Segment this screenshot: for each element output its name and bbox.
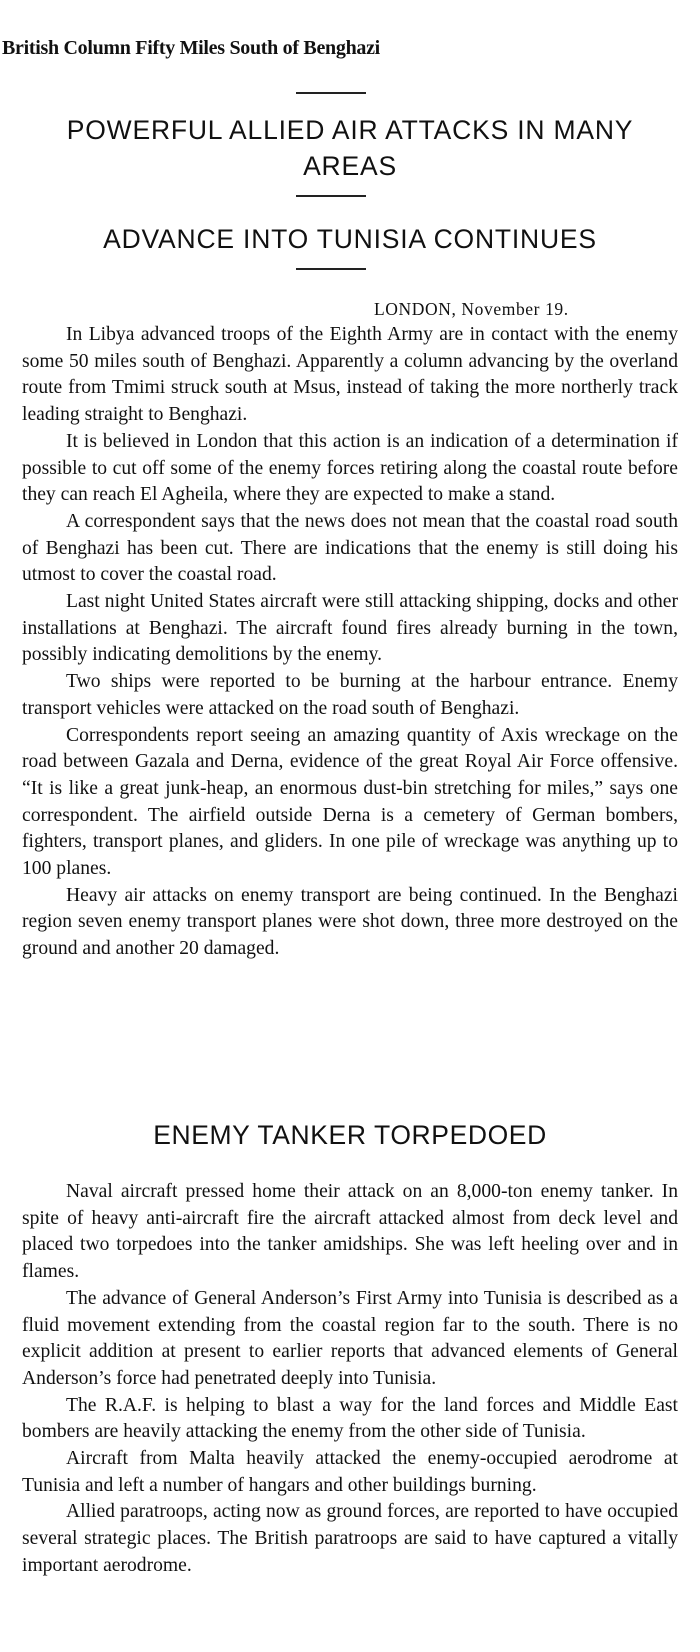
- article-body-section-1: [22, 322, 678, 963]
- paragraph: Last night United States aircraft were still attacking shipping, docks and other installations at Benghazi. The aircraft found fires already burning in the town, possibly indicating demolitions by the enemy.: [22, 591, 678, 666]
- paragraph: It is believed in London that this action is an indication of a determination if possible to cut off some of the enemy forces retiring along the coastal route before they can reach El Agheila, where they are expected to make a stand.: [22, 430, 678, 506]
- paragraph: The R.A.F. is helping to blast a way for the land forces and Middle East bombers are heavily attacking the enemy from the other side of Tunisia.: [22, 1394, 678, 1443]
- divider-rule: [296, 92, 366, 94]
- paragraph: Two ships were reported to be burning at the harbour entrance. Enemy transport vehicles were attacked on the road south of Benghazi.: [22, 671, 678, 719]
- paragraph: Allied paratroops, acting now as ground forces, are reported to have occupied several strategic places. The British paratroops are said to have captured a vitally important aerodrome.: [22, 1501, 678, 1576]
- paragraph: Heavy air attacks on enemy transport are being continued. In the Benghazi region seven enemy transport planes were shot down, three more destroyed on the ground and another 20 damaged.: [22, 884, 678, 960]
- paragraph: In Libya advanced troops of the Eighth Army are in contact with the enemy some 50 miles south of Benghazi. Apparently a column advancing by the overland route from Tmimi struck south at Msus, instead of taking the more northerly track leading straight to Benghazi.: [22, 324, 678, 426]
- divider-rule: [296, 268, 366, 270]
- subheadline-tunisia: ADVANCE INTO TUNISIA CONTINUES: [103, 224, 597, 254]
- divider-rule: [296, 195, 366, 197]
- headline: British Column Fifty Miles South of Benghazi: [2, 37, 380, 59]
- article-body-section-2: [22, 1179, 678, 1580]
- section-heading: ENEMY TANKER TORPEDOED: [153, 1120, 547, 1150]
- paragraph: A correspondent says that the news does not mean that the coastal road south of Benghazi has been cut. There are indications that the enemy is still doing his utmost to cover the coastal road.: [22, 510, 678, 586]
- paragraph: Correspondents report seeing an amazing quantity of Axis wreckage on the road between Gazala and Derna, evidence of the great Royal Air Force offensive. “It is like a great junk-heap, an enormous dust-bin stretching for miles,” says one correspondent. The airfield outside Derna is a cemetery of German bombers, fighters, transport planes, and gliders. In one pile of wreckage was anything up to 100 planes.: [22, 724, 678, 880]
- paragraph: Aircraft from Malta heavily attacked the enemy-occupied aerodrome at Tunisia and left a number of hangars and other buildings burning.: [22, 1448, 678, 1496]
- paragraph: Naval aircraft pressed home their attack on an 8,000-ton enemy tanker. In spite of heavy anti-aircraft fire the aircraft attacked almost from deck level and placed two torpedoes into the tanker amidships. She was left heeling over and in flames.: [22, 1181, 678, 1283]
- paragraph: The advance of General Anderson’s First Army into Tunisia is described as a fluid movement extending from the coastal region far to the south. There is no explicit addition at present to earlier reports that advanced elements of General Anderson’s force had penetrated deeply into Tunisia.: [22, 1287, 678, 1389]
- subheadline-air-attacks: POWERFUL ALLIED AIR ATTACKS IN MANY AREAS: [66, 115, 634, 181]
- dateline: LONDON, November 19.: [374, 299, 569, 319]
